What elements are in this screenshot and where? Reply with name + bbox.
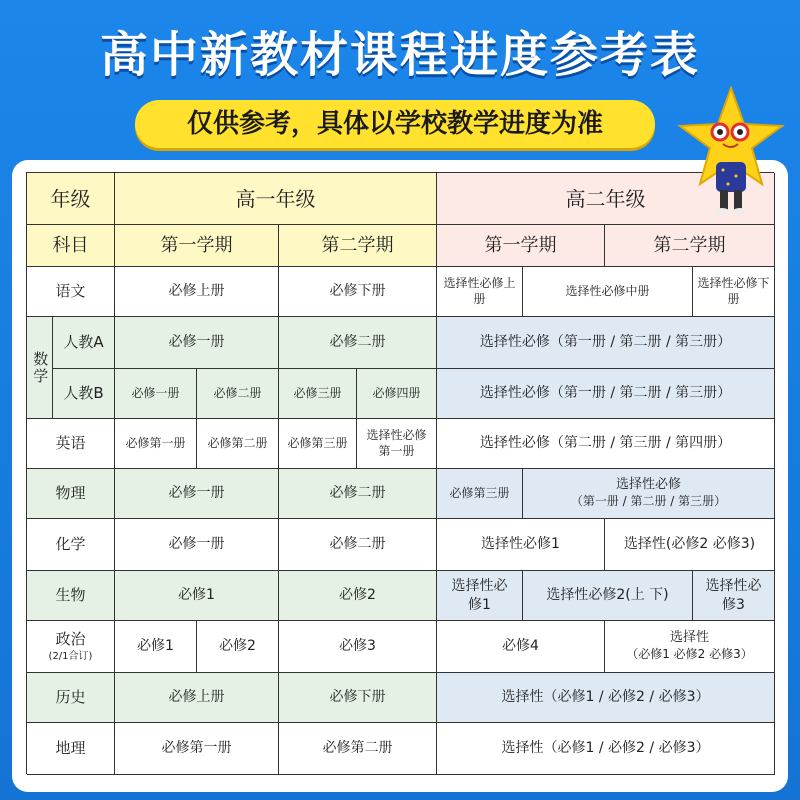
table-cell: 选择性必修中册 bbox=[523, 267, 693, 317]
table-cell: 必修二册 bbox=[279, 519, 437, 571]
subject-physics: 物理 bbox=[27, 469, 115, 519]
table-cell: 必修二册 bbox=[279, 317, 437, 369]
term-header: 第二学期 bbox=[279, 225, 437, 267]
subject-geography: 地理 bbox=[27, 723, 115, 775]
subject-math bbox=[27, 317, 53, 419]
subject-chinese: 语文 bbox=[27, 267, 115, 317]
table-cell: 必修下册 bbox=[279, 267, 437, 317]
table-cell bbox=[523, 469, 775, 519]
table-cell: 必修一册 bbox=[115, 369, 197, 419]
subject-label: 科目 bbox=[27, 225, 115, 267]
table-cell: 必修第三册 bbox=[437, 469, 523, 519]
math-edition-b: 人教B bbox=[53, 369, 115, 419]
table-cell: 选择性必修（第二册 / 第三册 / 第四册） bbox=[437, 419, 775, 469]
table-cell: 必修二册 bbox=[197, 369, 279, 419]
term-header: 第二学期 bbox=[605, 225, 775, 267]
table-cell: 选择性必修1 bbox=[437, 519, 605, 571]
table-cell: 必修3 bbox=[279, 621, 437, 673]
table-cell: 选择性必修（第一册 / 第二册 / 第三册） bbox=[437, 317, 775, 369]
subject-history: 历史 bbox=[27, 673, 115, 723]
page-title: 高中新教材课程进度参考表 bbox=[99, 27, 700, 83]
math-edition-a: 人教A bbox=[53, 317, 115, 369]
table-cell: 选择性(必修2 必修3) bbox=[605, 519, 775, 571]
table-cell: 必修二册 bbox=[279, 469, 437, 519]
star-mascot-icon bbox=[676, 86, 786, 216]
subtitle-banner: 仅供参考，具体以学校教学进度为准 bbox=[135, 100, 655, 148]
table-cell: 必修4 bbox=[437, 621, 605, 673]
table-cell: 选择性必修3 bbox=[693, 571, 775, 621]
table-cell: 必修2 bbox=[197, 621, 279, 673]
term-header: 第一学期 bbox=[115, 225, 279, 267]
table-cell: 选择性必修2(上 下) bbox=[523, 571, 693, 621]
subject-chemistry: 化学 bbox=[27, 519, 115, 571]
cell-line: （必修1 必修2 必修3） bbox=[626, 647, 753, 662]
math-label: 数学 bbox=[31, 350, 50, 385]
schedule-table bbox=[26, 172, 774, 774]
table-cell: 必修第一册 bbox=[115, 419, 197, 469]
table-cell: 选择性必修上册 bbox=[437, 267, 523, 317]
table-cell: 选择性（必修1 / 必修2 / 必修3） bbox=[437, 723, 775, 775]
table-cell: 必修一册 bbox=[115, 469, 279, 519]
term-header: 第一学期 bbox=[437, 225, 605, 267]
table-cell: 必修第二册 bbox=[197, 419, 279, 469]
subject-note: (2/1合订) bbox=[48, 650, 93, 662]
subject-english: 英语 bbox=[27, 419, 115, 469]
table-cell: 选择性必修下册 bbox=[693, 267, 775, 317]
table-cell: 选择性必修（第一册 / 第二册 / 第三册） bbox=[437, 369, 775, 419]
table-cell bbox=[605, 621, 775, 673]
grade-1-header: 高一年级 bbox=[115, 173, 437, 225]
cell-line: 选择性 bbox=[669, 630, 709, 646]
table-cell: 选择性必修1 bbox=[437, 571, 523, 621]
table-cell: 必修1 bbox=[115, 621, 197, 673]
subject-label: 政治 bbox=[55, 630, 86, 649]
table-cell: 必修下册 bbox=[279, 673, 437, 723]
grade-2-header: 高二年级 bbox=[437, 173, 775, 225]
table-cell: 必修一册 bbox=[115, 317, 279, 369]
cell-line: （第一册 / 第二册 / 第三册） bbox=[570, 494, 727, 509]
subject-biology: 生物 bbox=[27, 571, 115, 621]
subject-politics bbox=[27, 621, 115, 673]
table-cell: 必修第一册 bbox=[115, 723, 279, 775]
table-cell: 必修2 bbox=[279, 571, 437, 621]
table-cell: 必修上册 bbox=[115, 267, 279, 317]
grade-label: 年级 bbox=[27, 173, 115, 225]
table-cell: 必修第二册 bbox=[279, 723, 437, 775]
table-cell: 必修四册 bbox=[357, 369, 437, 419]
table-cell: 选择性必修第一册 bbox=[357, 419, 437, 469]
table-cell: 必修三册 bbox=[279, 369, 357, 419]
cell-line: 选择性必修 bbox=[615, 477, 681, 493]
table-cell: 选择性（必修1 / 必修2 / 必修3） bbox=[437, 673, 775, 723]
table-cell: 必修一册 bbox=[115, 519, 279, 571]
table-cell: 必修第三册 bbox=[279, 419, 357, 469]
table-cell: 必修1 bbox=[115, 571, 279, 621]
table-cell: 必修上册 bbox=[115, 673, 279, 723]
